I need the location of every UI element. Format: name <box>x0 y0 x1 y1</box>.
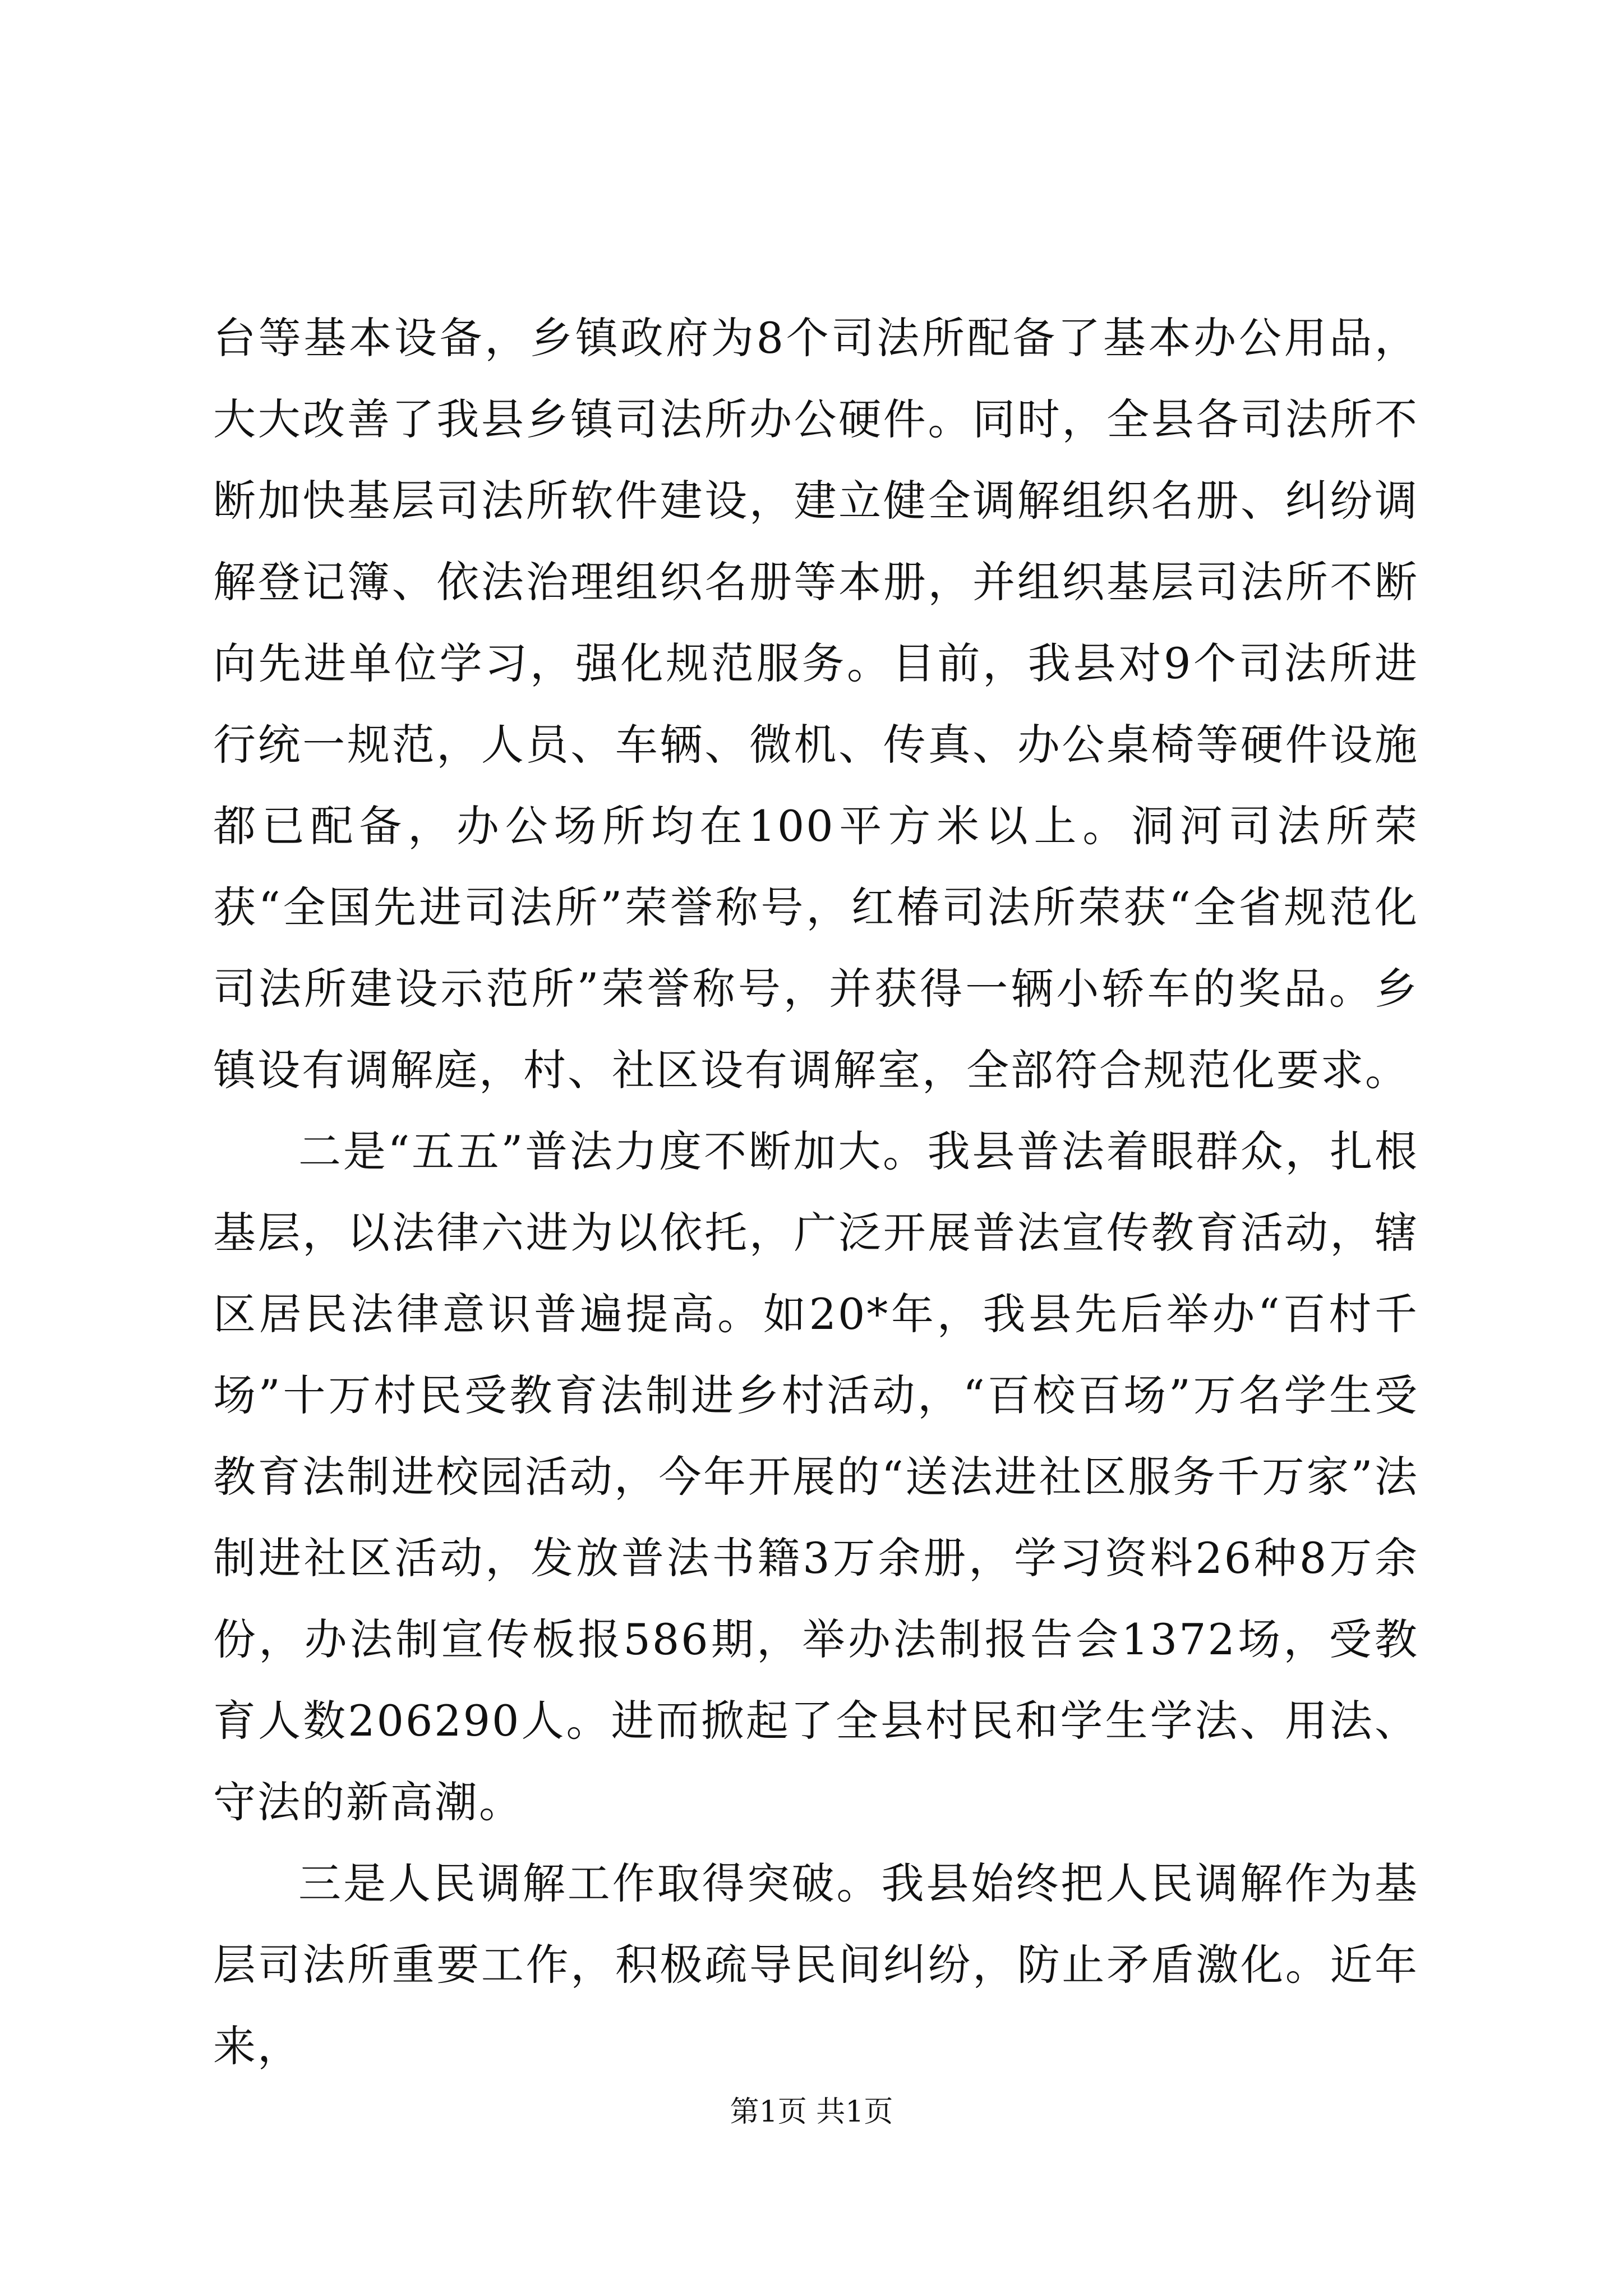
paragraph-1: 台等基本设备，乡镇政府为8个司法所配备了基本办公用品，大大改善了我县乡镇司法所办公硬件。同时，全县各司法所不断加快基层司法所软件建设，建立健全调解组织名册、纠纷调解登记簿、依法治理组织名册等本册，并组织基层司法所不断向先进单位学习，强化规范服务。目前，我县对9个司法所进行统一规范，人员、车辆、微机、传真、办公桌椅等硬件设施都已配备，办公场所均在100平方米以上。洞河司法所荣获“全国先进司法所”荣誉称号，红椿司法所荣获“全省规范化司法所建设示范所”荣誉称号，并获得一辆小轿车的奖品。乡镇设有调解庭，村、社区设有调解室，全部符合规范化要求。 <box>213 313 1419 1095</box>
page-footer: 第1页 共1页 <box>730 2095 893 2129</box>
document-body <box>213 297 1419 2087</box>
paragraph-2: 二是“五五”普法力度不断加大。我县普法着眼群众，扎根基层，以法律六进为以依托，广泛开展普法宣传教育活动，辖区居民法律意识普遍提高。如20*年，我县先后举办“百村千场”十万村民受教育法制进乡村活动，“百校百场”万名学生受教育法制进校园活动，今年开展的“送法进社区服务千万家”法制进社区活动，发放普法书籍3万余册，学习资料26种8万余份，办法制宣传板报586期，举办法制报告会1372场，受教育人数206290人。进而掀起了全县村民和学生学法、用法、守法的新高潮。 <box>213 1126 1419 1827</box>
paragraph-3: 三是人民调解工作取得突破。我县始终把人民调解作为基层司法所重要工作，积极疏导民间纠纷，防止矛盾激化。近年来， <box>213 1858 1419 2071</box>
